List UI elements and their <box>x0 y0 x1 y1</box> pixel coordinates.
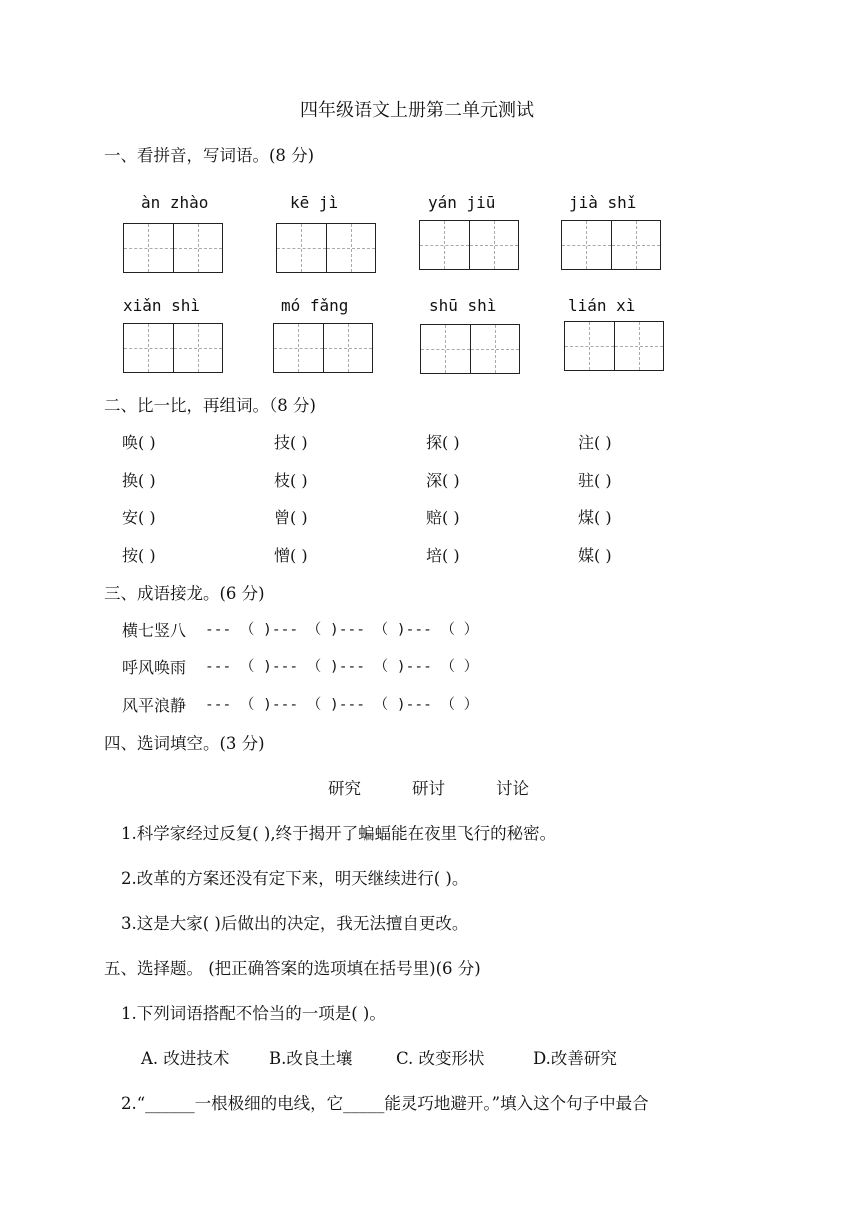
choice-option: B.改良土壤 <box>269 1049 353 1068</box>
pinyin-label: mó fǎng <box>281 296 349 315</box>
char-compare-item[interactable]: 按( ) <box>122 546 156 565</box>
fill-question[interactable]: 2.改革的方案还没有定下来，明天继续进行( )。 <box>121 869 469 888</box>
section4-heading: 四、选词填空。(3 分) <box>104 734 265 753</box>
writing-grid[interactable] <box>561 220 661 270</box>
idiom-chain[interactable]: --- （ )--- （ )--- （ )--- （ ） <box>205 622 479 638</box>
char-compare-item[interactable]: 安( ) <box>122 508 156 527</box>
writing-grid[interactable] <box>273 323 373 373</box>
section5-heading: 五、选择题。 (把正确答案的选项填在括号里)(6 分) <box>104 959 481 978</box>
pinyin-label: àn zhào <box>141 193 209 212</box>
writing-grid[interactable] <box>419 220 519 270</box>
char-compare-item[interactable]: 换( ) <box>122 471 156 490</box>
char-compare-item[interactable]: 憎( ) <box>274 546 308 565</box>
char-compare-item[interactable]: 注( ) <box>578 433 612 452</box>
idiom-chain[interactable]: --- （ )--- （ )--- （ )--- （ ） <box>205 659 479 675</box>
pinyin-label: lián xì <box>568 296 636 315</box>
idiom-start: 横七竖八 <box>122 621 187 640</box>
choice-option: A. 改进技术 <box>141 1049 230 1068</box>
pinyin-label: yán jiū <box>428 193 496 212</box>
pinyin-label: xiǎn shì <box>123 296 201 315</box>
idiom-start: 呼风唤雨 <box>122 658 187 677</box>
word-option: 研讨 <box>412 779 445 798</box>
char-compare-item[interactable]: 技( ) <box>274 433 308 452</box>
section1-heading: 一、看拼音，写词语。(8 分) <box>104 146 315 165</box>
char-compare-item[interactable]: 深( ) <box>426 471 460 490</box>
section2-heading: 二、比一比，再组词。（8 分) <box>104 396 316 415</box>
char-compare-item[interactable]: 媒( ) <box>578 546 612 565</box>
writing-grid[interactable] <box>123 223 223 273</box>
pinyin-label: jià shǐ <box>569 193 637 212</box>
char-compare-item[interactable]: 曾( ) <box>274 508 308 527</box>
idiom-start: 风平浪静 <box>122 696 187 715</box>
char-compare-item[interactable]: 驻( ) <box>578 471 612 490</box>
char-compare-item[interactable]: 探( ) <box>426 433 460 452</box>
fill-question[interactable]: 3.这是大家( )后做出的决定，我无法擅自更改。 <box>121 914 469 933</box>
char-compare-item[interactable]: 枝( ) <box>274 471 308 490</box>
section3-heading: 三、成语接龙。(6 分) <box>104 584 265 603</box>
char-compare-item[interactable]: 赔( ) <box>426 508 460 527</box>
choice-question[interactable]: 1.下列词语搭配不恰当的一项是( )。 <box>121 1004 386 1023</box>
writing-grid[interactable] <box>564 321 664 371</box>
char-compare-item[interactable]: 培( ) <box>426 546 460 565</box>
page-title: 四年级语文上册第二单元测试 <box>300 100 534 121</box>
pinyin-label: shū shì <box>429 296 497 315</box>
writing-grid[interactable] <box>420 324 520 374</box>
writing-grid[interactable] <box>123 323 223 373</box>
pinyin-label: kē jì <box>290 193 339 212</box>
word-option: 讨论 <box>496 779 529 798</box>
word-option: 研究 <box>328 779 361 798</box>
choice-option: D.改善研究 <box>533 1049 617 1068</box>
fill-question[interactable]: 1.科学家经过反复( ),终于揭开了蝙蝠能在夜里飞行的秘密。 <box>121 824 557 843</box>
choice-question[interactable]: 2.“______一根极细的电线，它_____能灵巧地避开。”填入这个句子中最合 <box>121 1094 649 1113</box>
char-compare-item[interactable]: 煤( ) <box>578 508 612 527</box>
char-compare-item[interactable]: 唤( ) <box>122 433 156 452</box>
idiom-chain[interactable]: --- （ )--- （ )--- （ )--- （ ） <box>205 697 479 713</box>
choice-option: C. 改变形状 <box>396 1049 485 1068</box>
writing-grid[interactable] <box>276 223 376 273</box>
